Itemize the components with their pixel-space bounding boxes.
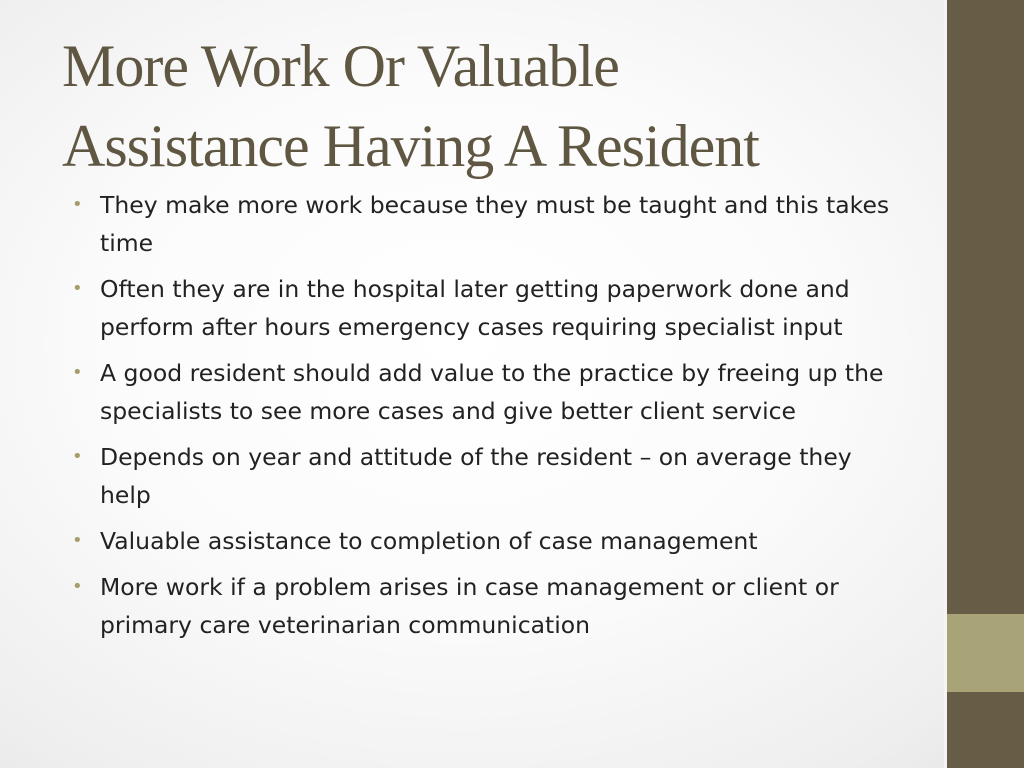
- bullet-list: [72, 186, 902, 652]
- slide-title: [62, 26, 922, 186]
- bullet-icon: •: [72, 446, 83, 467]
- title-line-1: More Work Or Valuable: [62, 33, 619, 99]
- title-line-2: Assistance Having A Resident: [62, 113, 759, 179]
- bullet-item: [72, 354, 902, 430]
- bullet-item: [72, 522, 902, 560]
- bullet-icon: •: [72, 194, 83, 215]
- bullet-icon: •: [72, 576, 83, 597]
- bullet-text: They make more work because they must be taught and this takes time: [100, 191, 890, 257]
- bullet-text: A good resident should add value to the practice by freeing up the specialists to see more cases and give better client service: [100, 359, 884, 425]
- bullet-text: Depends on year and attitude of the resident – on average they help: [100, 443, 852, 509]
- bullet-icon: •: [72, 530, 83, 551]
- bullet-icon: •: [72, 278, 83, 299]
- bullet-item: [72, 186, 902, 262]
- bullet-item: [72, 438, 902, 514]
- bullet-item: [72, 270, 902, 346]
- bullet-text: More work if a problem arises in case management or client or primary care veterinarian communication: [100, 573, 839, 639]
- bullet-icon: •: [72, 362, 83, 383]
- bullet-item: [72, 568, 902, 644]
- bullet-text: Often they are in the hospital later getting paperwork done and perform after hours emergency cases requiring specialist input: [100, 275, 850, 341]
- sidebar-accent-block: [947, 614, 1024, 692]
- bullet-text: Valuable assistance to completion of case management: [100, 527, 758, 555]
